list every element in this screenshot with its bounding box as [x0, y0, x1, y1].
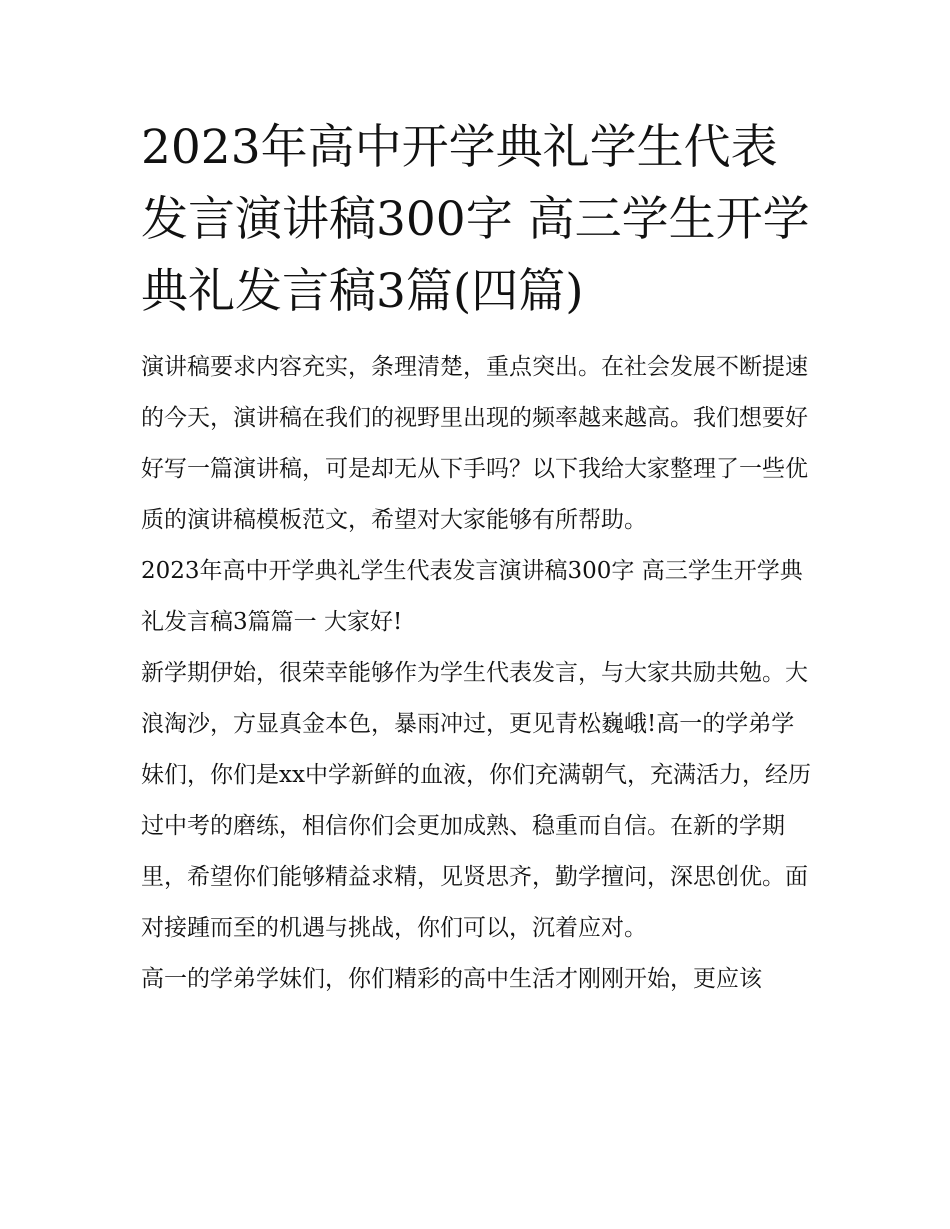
speech-paragraph-continued: 高一的学弟学妹们，你们精彩的高中生活才刚刚开始，更应该: [141, 966, 762, 992]
section-heading-paragraph: 2023年高中开学典礼学生代表发言演讲稿300字 高三学生开学典礼发言稿3篇篇一 大家好!: [141, 558, 803, 635]
intro-paragraph: 演讲稿要求内容充实，条理清楚，重点突出。在社会发展不断提速的今天，演讲稿在我们的视野里出现的频率越来越高。我们想要好好写一篇演讲稿，可是却无从下手吗？以下我给大家整理了一些优质的演讲稿模板范文，希望对大家能够有所帮助。: [141, 354, 808, 533]
speech-paragraph: 新学期伊始，很荣幸能够作为学生代表发言，与大家共励共勉。大浪淘沙，方显真金本色，暴雨冲过，更见青松巍峨!高一的学弟学妹们，你们是xx中学新鲜的血液，你们充满朝气，充满活力，经历过中考的磨练，相信你们会更加成熟、稳重而自信。在新的学期里，希望你们能够精益求精，见贤思齐，勤学擅问，深思创优。面对接踵而至的机遇与挑战，你们可以，沉着应对。: [141, 660, 811, 941]
document-body: [141, 342, 813, 1005]
document-page: [141, 112, 813, 1005]
document-title: 2023年高中开学典礼学生代表发言演讲稿300字 高三学生开学典礼发言稿3篇(四篇): [141, 120, 810, 319]
